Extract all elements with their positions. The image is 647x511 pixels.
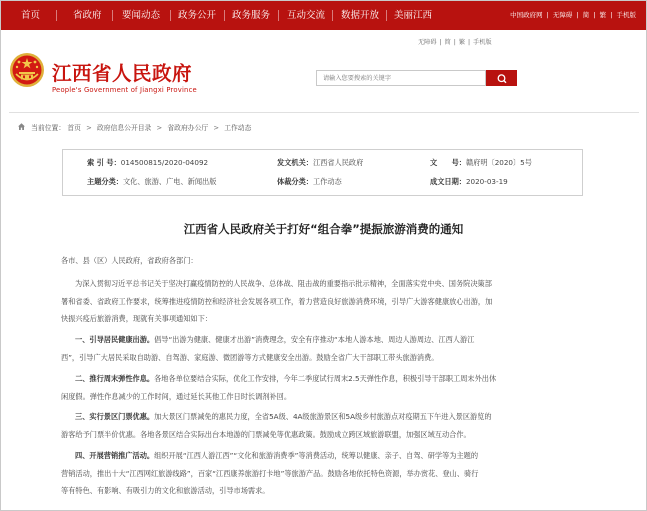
metadata-row — [63, 177, 582, 191]
nav-beautiful-jiangxi[interactable]: 美丽江西 — [394, 10, 433, 21]
nav-right-links — [508, 1, 636, 30]
link-separator: | — [593, 11, 596, 19]
breadcrumb-separator: > — [213, 124, 220, 132]
section-1-heading: 一、引导居民健康出游。 — [75, 335, 155, 344]
meta-date-label: 成文日期： — [430, 177, 466, 186]
section-4 — [61, 447, 591, 500]
nav-open-data[interactable]: 数据开放 — [341, 10, 380, 21]
meta-issuer — [277, 158, 363, 168]
breadcrumb-work-news[interactable]: 工作动态 — [224, 124, 252, 132]
nav-provincial-gov[interactable]: 省政府 — [73, 10, 102, 21]
nav-separator — [332, 10, 333, 21]
national-emblem-icon — [9, 52, 45, 88]
section-1-line — [61, 331, 591, 349]
header-divider — [9, 112, 639, 113]
link-separator: | — [576, 11, 579, 19]
meta-category — [277, 177, 342, 187]
meta-issuer-label: 发文机关： — [277, 158, 313, 167]
section-1 — [61, 331, 591, 366]
meta-category-label: 体裁分类： — [277, 177, 313, 186]
meta-index-label: 索 引 号： — [87, 158, 121, 167]
intro-line: 快振兴疫后旅游消费，现就有关事项通知如下： — [61, 314, 212, 323]
nav-separator — [56, 10, 57, 21]
nav-interaction[interactable]: 互动交流 — [287, 10, 326, 21]
section-4-line: 营销活动，推出十大“江西网红旅游线路”，百家“江西康养旅游打卡地”等旅游产品。鼓励各地依托特色资源，举办赏花、登山、骑行 — [61, 468, 479, 478]
section-2-text: 各地各单位要结合实际，优化工作安排，今年二季度试行周末2.5天弹性作息，积极引导干部职工周末外出休 — [154, 374, 497, 383]
meta-category-value: 工作动态 — [312, 177, 342, 186]
nav-gov-affairs-open[interactable]: 政务公开 — [178, 10, 217, 21]
header-link-separator: | — [453, 39, 456, 46]
nav-news[interactable]: 要闻动态 — [122, 10, 161, 21]
site-title: 江西省人民政府 — [52, 62, 193, 85]
link-mobile[interactable]: 手机版 — [616, 11, 636, 19]
document-metadata — [62, 149, 583, 196]
breadcrumb-separator: > — [86, 124, 92, 132]
document-title: 江西省人民政府关于打好“组合拳”提振旅游消费的通知 — [183, 222, 464, 236]
section-3-line: 游客给予门票半价优惠。各地各景区结合实际出台本地游的门票减免等优惠政策。鼓励成立跨区域旅游联盟，加强区域互动合作。 — [61, 429, 471, 439]
meta-index-value: 014500815/2020-04092 — [120, 158, 209, 167]
header-link-separator: | — [467, 39, 471, 46]
meta-date — [430, 177, 508, 187]
search-button[interactable] — [486, 70, 517, 86]
section-4-heading: 四、开展营销推广活动。 — [75, 451, 155, 460]
meta-topic-label: 主题分类： — [87, 177, 123, 186]
header-links — [418, 37, 493, 46]
intro-line: 为深入贯彻习近平总书记关于坚决打赢疫情防控的人民战争、总体战、阻击战的重要指示批示精神，全面落实党中央、国务院决策部 — [75, 279, 492, 288]
link-traditional[interactable]: 繁 — [599, 11, 607, 19]
breadcrumb-home[interactable]: 首页 — [67, 124, 81, 132]
header-link-separator: | — [439, 39, 442, 46]
nav-gov-services[interactable]: 政务服务 — [232, 10, 271, 21]
breadcrumb-general-office[interactable]: 省政府办公厅 — [167, 124, 209, 132]
link-separator: | — [610, 11, 613, 19]
nav-home[interactable]: 首页 — [21, 10, 41, 21]
meta-topic-value: 文化、旅游、广电、新闻出版 — [122, 177, 217, 186]
home-icon — [17, 122, 26, 131]
section-4-line: 等有特色、有影响、有吸引力的文化和旅游活动，引导市场需求。 — [61, 486, 270, 495]
breadcrumb — [17, 122, 251, 132]
link-china-gov[interactable]: 中国政府网 — [510, 11, 543, 19]
header-link-traditional[interactable]: 繁 — [458, 39, 465, 46]
section-3 — [61, 408, 591, 443]
section-2-heading: 二、推行周末弹性作息。 — [75, 374, 155, 383]
header-link-mobile[interactable]: 手机版 — [473, 39, 492, 46]
section-4-line — [61, 447, 591, 465]
nav-separator — [224, 10, 225, 21]
intro-line: 署和省委、省政府工作要求，统筹推进疫情防控和经济社会发展各项工作，着力营造良好旅游消费环境，引导广大游客健康放心出游，加 — [61, 296, 493, 306]
section-2-line: 闲度假。弹性作息减少的工作时间，通过延长其他工作日时长调剂补回。 — [61, 391, 292, 401]
top-nav — [1, 1, 646, 30]
section-3-heading: 三、实行景区门票优惠。 — [75, 412, 155, 421]
breadcrumb-prefix: 当前位置： — [31, 124, 66, 132]
meta-doc-no — [430, 158, 532, 168]
section-3-text: 加大景区门票减免的惠民力度，全省5A级、4A级旅游景区和5A级乡村旅游点对疫期五下午进入景区游览的 — [154, 412, 492, 421]
meta-issuer-value: 江西省人民政府 — [312, 158, 364, 167]
link-accessibility[interactable]: 无障碍 — [552, 11, 573, 19]
section-2-line — [61, 370, 591, 388]
meta-topic — [87, 177, 216, 187]
meta-doc-no-value: 赣府明〔2020〕5号 — [465, 158, 532, 167]
site-header — [1, 30, 646, 112]
breadcrumb-separator: > — [156, 124, 163, 132]
nav-separator — [278, 10, 279, 21]
meta-index — [87, 158, 208, 168]
meta-date-value: 2020-03-19 — [465, 177, 508, 186]
site-subtitle: People's Government of Jiangxi Province — [52, 86, 197, 94]
section-1-text: 倡导“出游为健康、健康才出游”消费理念，安全有序推动“本地人游本地、周边人游周边、江西人游江 — [154, 335, 475, 344]
search-input[interactable] — [316, 70, 486, 86]
intro-paragraph — [61, 275, 591, 328]
metadata-row — [63, 158, 582, 172]
nav-separator — [386, 10, 387, 21]
section-3-line — [61, 408, 591, 426]
meta-doc-no-label: 文 号： — [430, 158, 466, 167]
nav-separator — [170, 10, 171, 21]
section-4-text: 组织开展“江西人游江西”“文化和旅游消费季”等消费活动，统筹以健康、亲子、自驾、研学等为主题的 — [154, 451, 479, 460]
link-simplified[interactable]: 简 — [582, 11, 590, 19]
header-link-simplified[interactable]: 简 — [444, 39, 451, 46]
salutation: 各市、县（区）人民政府，省政府各部门： — [61, 256, 198, 265]
search-icon — [487, 71, 518, 87]
breadcrumb-info-catalog[interactable]: 政府信息公开目录 — [96, 124, 152, 132]
link-separator: | — [546, 11, 549, 19]
header-link-accessibility[interactable]: 无障碍 — [418, 39, 437, 46]
section-2 — [61, 370, 591, 405]
nav-separator — [112, 10, 113, 21]
section-1-line: 西”，引导广大居民采取自助游、自驾游、家庭游、微团游等方式健康安全出游。鼓励全省广大干部职工带头旅游消费。 — [61, 352, 439, 362]
